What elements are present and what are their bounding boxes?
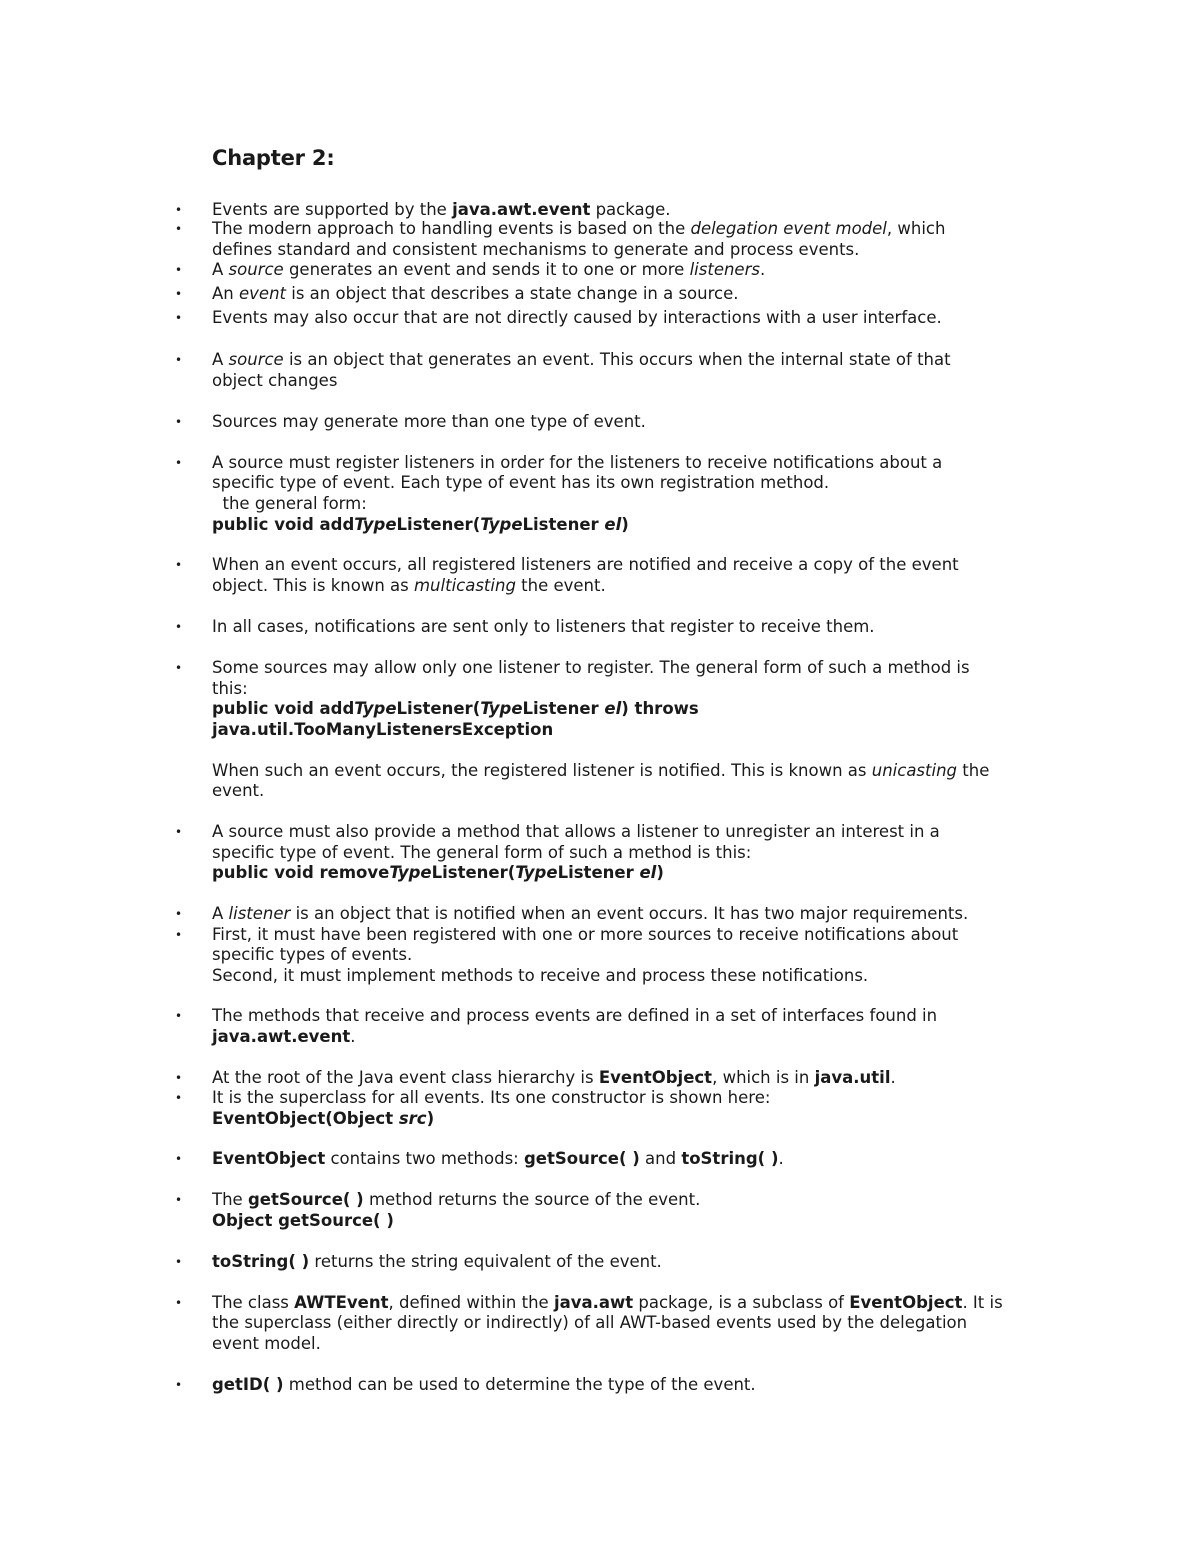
text-run: Listener(	[431, 863, 516, 882]
text-run: Object getSource( )	[212, 1211, 394, 1230]
bullet-icon: •	[175, 203, 183, 217]
text-line	[212, 945, 1092, 966]
text-run: A	[212, 904, 229, 923]
text-line	[212, 966, 1092, 987]
text-run: the general form:	[212, 494, 367, 513]
text-run: toString( )	[681, 1149, 779, 1168]
text-run: object. This is known as	[212, 576, 414, 595]
text-run: returns the string equivalent of the event.	[309, 1252, 662, 1271]
text-run: Type	[354, 699, 397, 718]
text-run: unicasting	[871, 761, 958, 780]
text-run: , which is in	[712, 1068, 815, 1087]
text-run: is an object that is notified when an event occurs. It has two major requirements.	[290, 904, 969, 923]
text-run: Listener	[557, 863, 640, 882]
text-run: Listener	[522, 515, 605, 534]
text-line	[212, 260, 1092, 281]
bullet-icon: •	[175, 825, 183, 839]
text-run: , defined within the	[388, 1293, 554, 1312]
bullet-icon: •	[175, 456, 183, 470]
text-line	[212, 371, 1092, 392]
bullet-icon: •	[175, 928, 183, 942]
text-run: package.	[590, 200, 671, 219]
text-line	[212, 617, 1092, 638]
text-run: An	[212, 284, 239, 303]
text-run: Type	[389, 863, 432, 882]
bullet-icon: •	[175, 311, 183, 325]
text-run: At the root of the Java event class hierarchy is	[212, 1068, 599, 1087]
text-run: )	[621, 515, 629, 534]
text-run: public void add	[212, 515, 355, 534]
text-run: method returns the source of the event.	[363, 1190, 701, 1209]
text-run: EventObject	[212, 1149, 326, 1168]
bullet-icon: •	[175, 1009, 183, 1023]
text-run: Listener(	[396, 515, 481, 534]
text-run: the event.	[515, 576, 606, 595]
text-run: When such an event occurs, the registered listener is notified. This is known as	[212, 761, 872, 780]
text-run: package, is a subclass of	[633, 1293, 850, 1312]
text-run: java.util.TooManyListenersException	[212, 720, 554, 739]
text-run: event model.	[212, 1334, 321, 1353]
text-run: defines standard and consistent mechanisms to generate and process events.	[212, 240, 860, 259]
text-run: .	[778, 1149, 784, 1168]
text-run: source	[228, 260, 284, 279]
text-run: java.awt.event	[452, 200, 591, 219]
text-run: specific type of event. Each type of event has its own registration method.	[212, 473, 830, 492]
text-run: The modern approach to handling events is based on the	[212, 219, 691, 238]
text-run: public void remove	[212, 863, 390, 882]
text-line	[212, 761, 1092, 782]
text-line	[212, 925, 1092, 946]
text-run: AWTEvent	[294, 1293, 389, 1312]
text-run: A	[212, 260, 229, 279]
text-run: , which	[886, 219, 946, 238]
text-run: Sources may generate more than one type of event.	[212, 412, 646, 431]
text-run: the	[957, 761, 990, 780]
text-run: In all cases, notifications are sent only to listeners that register to receive them.	[212, 617, 875, 636]
text-line	[212, 515, 1092, 536]
text-run: A	[212, 350, 229, 369]
text-run: event	[239, 284, 286, 303]
text-line	[212, 781, 1092, 802]
text-run: . It is	[962, 1293, 1003, 1312]
bullet-icon: •	[175, 415, 183, 429]
bullet-icon: •	[175, 1071, 183, 1085]
text-run: src	[398, 1109, 427, 1128]
bullet-icon: •	[175, 263, 183, 277]
text-line	[212, 1211, 1092, 1232]
text-line	[212, 1313, 1092, 1334]
text-run: .	[350, 1027, 356, 1046]
bullet-icon: •	[175, 1091, 183, 1105]
text-line	[212, 843, 1092, 864]
text-run: toString( )	[212, 1252, 310, 1271]
text-run: el	[639, 863, 657, 882]
text-run: Events may also occur that are not directly caused by interactions with a user interface.	[212, 308, 942, 327]
text-line	[212, 679, 1092, 700]
text-line	[212, 1375, 1092, 1396]
text-run: event.	[212, 781, 265, 800]
text-run: Some sources may allow only one listener to register. The general form of such a method is	[212, 658, 970, 677]
text-run: )	[426, 1109, 435, 1128]
text-run: listeners	[689, 260, 760, 279]
text-run: method can be used to determine the type of the event.	[283, 1375, 756, 1394]
text-run: Second, it must implement methods to receive and process these notifications.	[212, 966, 869, 985]
text-line	[212, 453, 1092, 474]
text-run: delegation event model	[690, 219, 887, 238]
text-run: Type	[480, 515, 523, 534]
text-line	[212, 284, 1092, 305]
text-run: contains two methods:	[325, 1149, 524, 1168]
text-run: The class	[212, 1293, 295, 1312]
text-run: It is the superclass for all events. Its one constructor is shown here:	[212, 1088, 771, 1107]
text-run: The	[212, 1190, 248, 1209]
text-run: public void add	[212, 699, 355, 718]
text-line	[212, 1190, 1092, 1211]
text-run: el	[604, 515, 622, 534]
bullet-icon: •	[175, 1152, 183, 1166]
text-line	[212, 576, 1092, 597]
text-line	[212, 1109, 1092, 1130]
text-run: generates an event and sends it to one or more	[283, 260, 690, 279]
text-line	[212, 822, 1092, 843]
text-run: Type	[480, 699, 523, 718]
text-run: object changes	[212, 371, 338, 390]
text-run: Listener	[522, 699, 605, 718]
text-run: the superclass (either directly or indirectly) of all AWT-based events used by the delegation	[212, 1313, 968, 1332]
text-line	[212, 240, 1092, 261]
bullet-icon: •	[175, 287, 183, 301]
text-run: getSource( )	[247, 1190, 364, 1209]
text-run: java.util	[814, 1068, 891, 1087]
bullet-icon: •	[175, 222, 183, 236]
text-run: When an event occurs, all registered listeners are notified and receive a copy of the event	[212, 555, 959, 574]
text-run: EventObject	[598, 1068, 713, 1087]
bullet-icon: •	[175, 1255, 183, 1269]
text-line	[212, 494, 1092, 515]
text-run: The methods that receive and process events are defined in a set of interfaces found in	[212, 1006, 938, 1025]
bullet-icon: •	[175, 1378, 183, 1392]
text-line	[212, 1293, 1092, 1314]
text-line	[212, 1006, 1092, 1027]
text-line	[212, 863, 1092, 884]
text-run: java.awt	[553, 1293, 634, 1312]
text-run: A source must also provide a method that allows a listener to unregister an interest in a	[212, 822, 940, 841]
text-line	[212, 904, 1092, 925]
text-run: source	[228, 350, 284, 369]
text-run: getSource( )	[523, 1149, 640, 1168]
text-run: getID( )	[212, 1375, 284, 1394]
text-run: java.awt.event	[212, 1027, 351, 1046]
text-run: EventObject	[849, 1293, 963, 1312]
bullet-icon: •	[175, 353, 183, 367]
text-line	[212, 658, 1092, 679]
text-run: is an object that describes a state change in a source.	[286, 284, 739, 303]
text-line	[212, 308, 1092, 329]
text-run: multicasting	[413, 576, 516, 595]
text-line	[212, 1027, 1092, 1048]
text-run: specific type of event. The general form of such a method is this:	[212, 843, 752, 862]
text-run: Events are supported by the	[212, 200, 453, 219]
text-run: Type	[515, 863, 558, 882]
text-line	[212, 1149, 1092, 1170]
text-run: is an object that generates an event. This occurs when the internal state of that	[283, 350, 951, 369]
text-line	[212, 200, 1092, 221]
text-run: specific types of events.	[212, 945, 413, 964]
text-run: A source must register listeners in order for the listeners to receive notifications about a	[212, 453, 943, 472]
bullet-icon: •	[175, 661, 183, 675]
page-title: Chapter 2:	[212, 146, 335, 170]
text-run: .	[759, 260, 766, 279]
bullet-icon: •	[175, 558, 183, 572]
text-run: Type	[354, 515, 397, 534]
text-line	[212, 412, 1092, 433]
bullet-icon: •	[175, 907, 183, 921]
bullet-icon: •	[175, 1296, 183, 1310]
text-run: ) throws	[621, 699, 699, 718]
text-run: listener	[228, 904, 291, 923]
text-run: )	[656, 863, 664, 882]
bullet-icon: •	[175, 1193, 183, 1207]
text-line	[212, 1088, 1092, 1109]
text-run: el	[604, 699, 622, 718]
text-line	[212, 1068, 1092, 1089]
text-run: EventObject(Object	[212, 1109, 399, 1128]
text-run: .	[890, 1068, 896, 1087]
text-line	[212, 555, 1092, 576]
text-line	[212, 1252, 1092, 1273]
text-line	[212, 350, 1092, 371]
text-line	[212, 219, 1092, 240]
text-line	[212, 1334, 1092, 1355]
text-run: Listener(	[396, 699, 481, 718]
text-line	[212, 720, 1092, 741]
text-run: and	[639, 1149, 682, 1168]
text-run: this:	[212, 679, 248, 698]
text-line	[212, 473, 1092, 494]
text-run: First, it must have been registered with one or more sources to receive notifications about	[212, 925, 959, 944]
bullet-icon: •	[175, 620, 183, 634]
text-line	[212, 699, 1092, 720]
